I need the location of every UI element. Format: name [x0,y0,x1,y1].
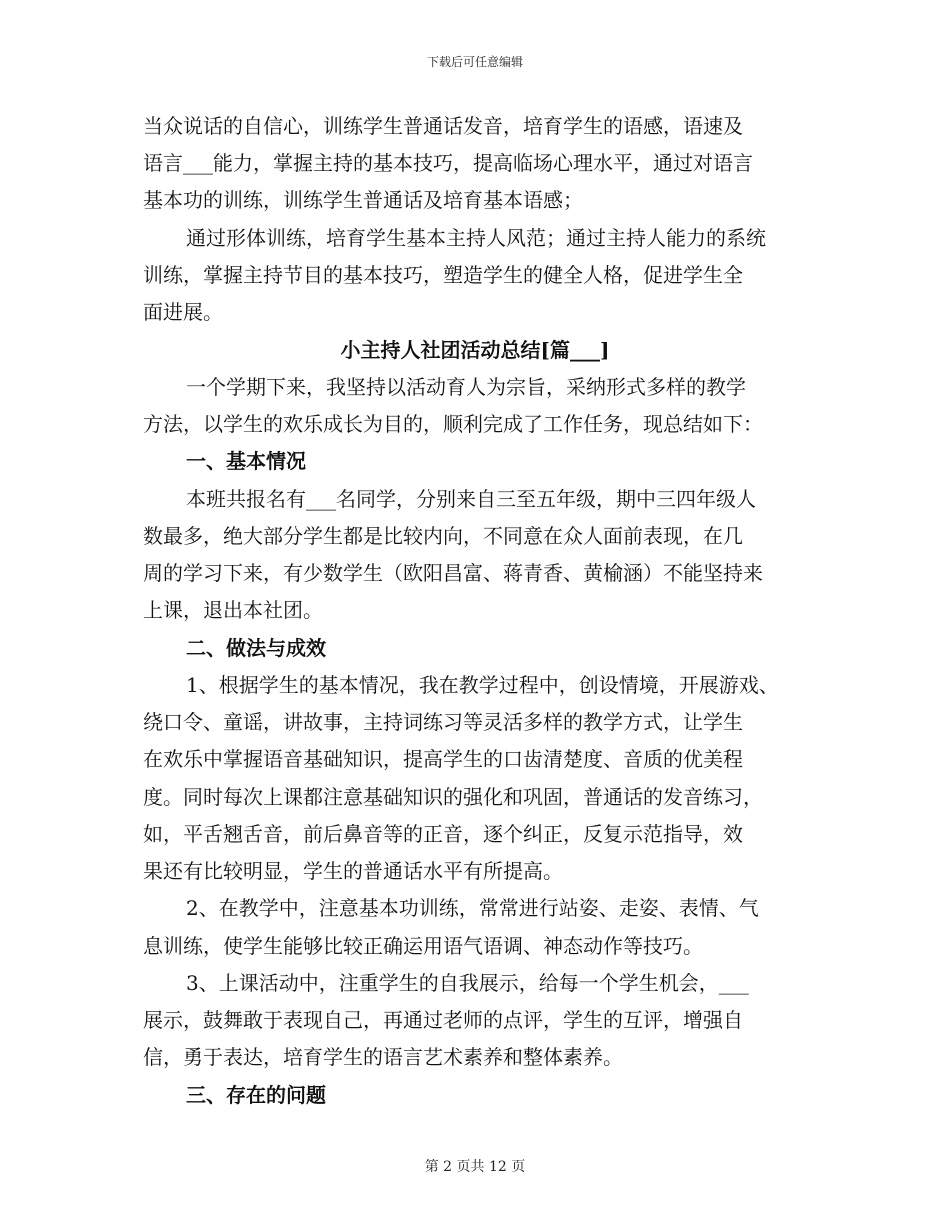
paragraph-line: 展示，鼓舞敢于表现自己，再通过老师的点评，学生的互评，增强自 [143,1008,743,1032]
heading-methods-results: 二、做法与成效 [186,636,326,660]
paragraph-line: 度。同时每次上课都注意基础知识的强化和巩固，普通话的发音练习， [143,785,763,809]
section-title: 小主持人社团活动总结[篇___] [340,338,610,362]
paragraph-line: 如，平舌翘舌音，前后鼻音等的正音，逐个纠正，反复示范指导，效 [143,822,743,846]
paragraph-line: 基本功的训练，训练学生普通话及培育基本语感； [143,188,583,212]
paragraph-line: 当众说话的自信心，训练学生普通话发音，培育学生的语感，语速及 [143,114,743,138]
page-footer: 第 2 页共 12 页 [424,1159,526,1175]
paragraph-line: 通过形体训练，培育学生基本主持人风范；通过主持人能力的系统 [186,226,766,250]
paragraph-line: 方法，以学生的欢乐成长为目的，顺利完成了工作任务，现总结如下： [143,412,763,436]
paragraph-line: 信，勇于表达，培育学生的语言艺术素养和整体素养。 [143,1045,623,1069]
paragraph-line: 绕口令、童谣，讲故事，主持词练习等灵活多样的教学方式，让学生 [143,710,743,734]
paragraph-line: 2、在教学中，注意基本功训练，常常进行站姿、走姿、表情、气 [186,896,759,920]
paragraph-line: 训练，掌握主持节目的基本技巧，塑造学生的健全人格，促进学生全 [143,263,743,287]
paragraph-line: 一个学期下来，我坚持以活动育人为宗旨，采纳形式多样的教学 [186,375,746,399]
paragraph-line: 息训练，使学生能够比较正确运用语气语调、神态动作等技巧。 [143,934,703,958]
paragraph-line: 面进展。 [143,300,223,324]
paragraph-line: 在欢乐中掌握语音基础知识，提高学生的口齿清楚度、音质的优美程 [143,747,743,771]
paragraph-line: 果还有比较明显，学生的普通话水平有所提高。 [143,859,563,883]
heading-existing-problems: 三、存在的问题 [186,1083,326,1107]
heading-basic-situation: 一、基本情况 [186,449,306,473]
paragraph-line: 上课，退出本社团。 [143,598,323,622]
paragraph-line: 本班共报名有___名同学，分别来自三至五年级，期中三四年级人 [186,487,756,511]
paragraph-line: 语言___能力，掌握主持的基本技巧，提高临场心理水平，通过对语言 [143,151,753,175]
paragraph-line: 3、上课活动中，注重学生的自我展示，给每一个学生机会，___ [186,971,749,995]
page-header: 下载后可任意编辑 [426,55,523,69]
paragraph-line: 1、根据学生的基本情况，我在教学过程中，创设情境，开展游戏、 [186,673,779,697]
paragraph-line: 数最多，绝大部分学生都是比较内向，不同意在众人面前表现，在几 [143,524,743,548]
paragraph-line: 周的学习下来，有少数学生（欧阳昌富、蒋青香、黄榆涵）不能坚持来 [143,561,763,585]
